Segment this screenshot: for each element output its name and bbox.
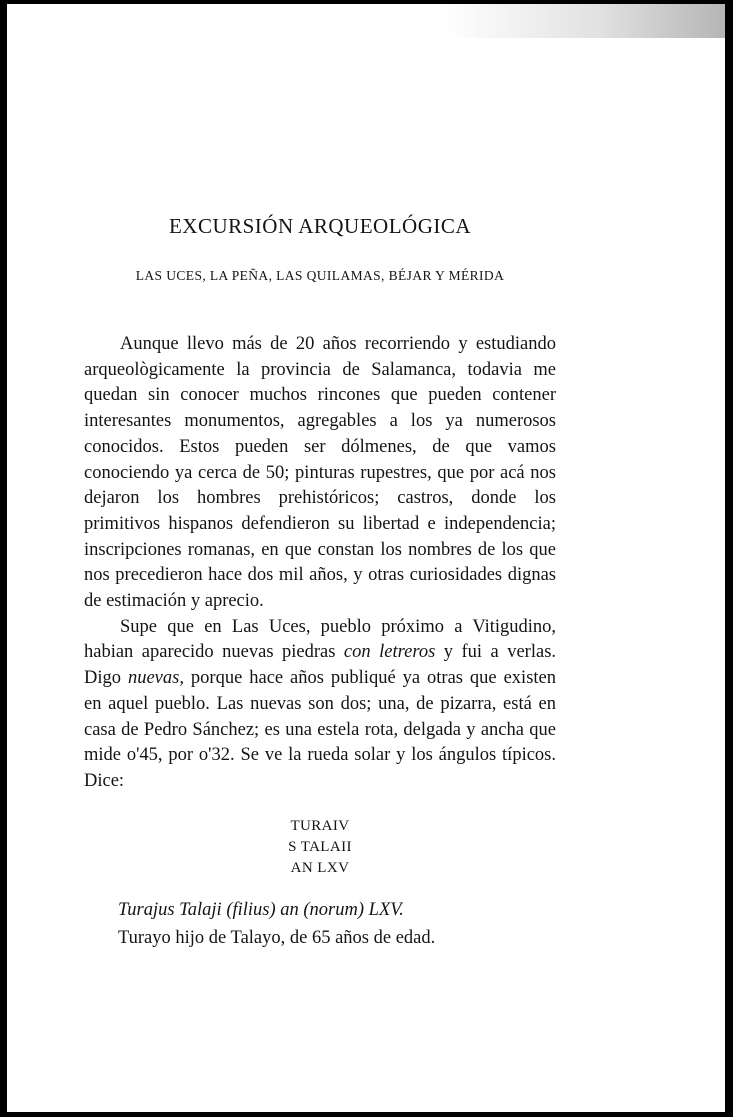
translation-latin-text: Turajus Talaji (filius) an (norum) LXV.: [118, 900, 404, 920]
paragraph-2: [84, 615, 556, 795]
paragraph-2-italic-1: con letreros: [343, 642, 436, 663]
translation-latin: [118, 896, 556, 924]
page-title: EXCURSIÓN ARQUEOLÓGICA: [168, 214, 472, 238]
paragraph-2-part-1: Supe que en Las Uces, pueblo próximo a Vitigudino, habian aparecido nuevas piedras: [84, 616, 556, 663]
paragraph-1: Aunque llevo más de 20 años recorriendo y estudiando arqueològicamente la provincia de Salamanca, todavia me quedan sin conocer muchos rincones que pueden contener interesantes monumentos, agregables a los ya numerosos conocidos. Estos pueden ser dólmenes, de que vamos conociendo ya cerca de 50; pinturas rupestres, que por acá nos dejaron los hombres prehistóricos; castros, donde los primitivos hispanos defendieron su libertad e independencia; inscripciones romanas, en que constan los nombres de los que nos precedieron hace dos mil años, y otras curiosidades dignas de estimación y aprecio.: [84, 334, 556, 612]
inscription: [84, 816, 556, 879]
inscription-line-1: TURAIV: [290, 818, 350, 834]
paragraph-2-part-3: porque hace años publiqué ya otras que existen en aquel pueblo. Las nuevas son dos; una, de pizarra, está en casa de Pedro Sánchez; es una estela rota, delgada y ancha que mide o'45, por o'32. Se ve la rueda solar y los ángulos típicos. Dice:: [84, 668, 556, 791]
translation: [118, 896, 556, 952]
inscription-line-2: S TALAII: [288, 839, 352, 855]
body-text: [84, 332, 556, 795]
scan-smudge: [445, 4, 725, 38]
paragraph-2-part-2: y fui a verlas. Digo: [84, 642, 557, 689]
paragraph-2-italic-2: nuevas,: [127, 668, 184, 689]
page-subtitle: LAS UCES, LA PEÑA, LAS QUILAMAS, BÉJAR Y MÉRIDA: [135, 268, 505, 283]
inscription-line-3: AN LXV: [290, 860, 350, 876]
translation-spanish: Turayo hijo de Talayo, de 65 años de edad.: [118, 928, 436, 948]
